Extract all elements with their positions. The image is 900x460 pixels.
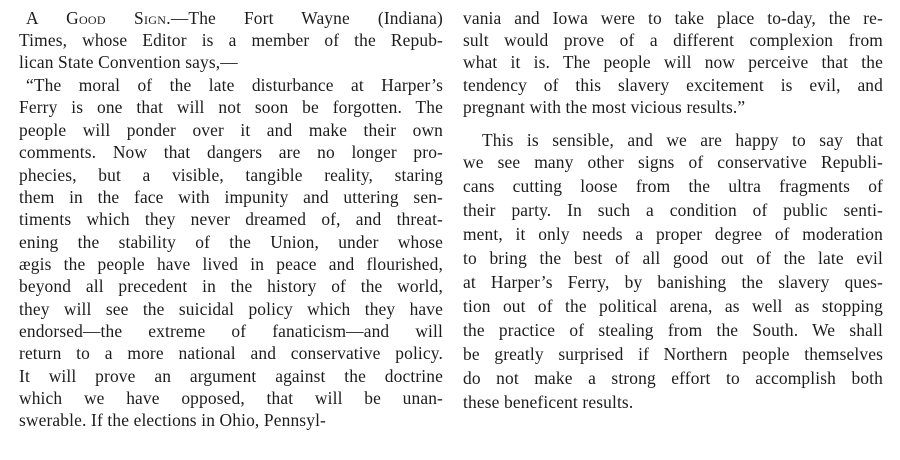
right-line: we see many other signs of conservative Republi- [463, 152, 883, 172]
right-line: vania and Iowa were to take place to-day, the re- [463, 8, 883, 28]
left-line: ægis the people have lived in peace and flourished, [19, 254, 443, 274]
left-line: them in the face with impunity and uttering sen- [19, 187, 443, 207]
left-line: which we have opposed, that will be unan- [19, 388, 443, 408]
right-line: pregnant with the most vicious results.” [463, 97, 746, 117]
left-line: lican State Convention says,— [19, 52, 238, 72]
left-line: phecies, but a visible, tangible reality, staring [19, 165, 443, 185]
right-line: sult would prove of a different complexion from [463, 30, 883, 50]
right-line: the practice of stealing from the South. We shall [463, 320, 883, 340]
left-line: swerable. If the elections in Ohio, Pennsyl- [19, 410, 326, 430]
left-line: return to a more national and conservative policy. [19, 343, 443, 363]
left-line: Ferry is one that will not soon be forgotten. The [19, 97, 443, 117]
right-line: be greatly surprised if Northern people themselves [463, 344, 883, 364]
right-line: at Harper’s Ferry, by banishing the slavery ques- [463, 272, 883, 292]
left-line: A Good Sign.—The Fort Wayne (Indiana) [26, 8, 443, 28]
right-line: tion out of the political arena, as well as stopping [463, 296, 883, 316]
left-line: “The moral of the late disturbance at Harper’s [26, 75, 443, 95]
right-line: cans cutting loose from the ultra fragments of [463, 176, 883, 196]
right-line: what it is. The people will now perceive that the [463, 52, 883, 72]
right-line: these beneficent results. [463, 392, 634, 412]
left-line: comments. Now that dangers are no longer pro- [19, 142, 443, 162]
right-line: to bring the best of all good out of the late evil [463, 248, 883, 268]
left-line: timents which they never dreamed of, and threat- [19, 209, 443, 229]
left-line: Times, whose Editor is a member of the Repub- [19, 30, 443, 50]
right-line: tendency of this slavery excitement is evil, and [463, 75, 883, 95]
left-line: people will ponder over it and make their own [19, 120, 443, 140]
left-line: It will prove an argument against the doctrine [19, 366, 443, 386]
right-line: do not make a strong effort to accomplish both [463, 368, 883, 388]
left-line: endorsed—the extreme of fanaticism—and will [19, 321, 443, 341]
left-line: they will see the suicidal policy which they have [19, 299, 443, 319]
right-line: This is sensible, and we are happy to say that [482, 130, 883, 150]
right-line: their party. In such a condition of public senti- [463, 200, 883, 220]
right-line: ment, it only needs a proper degree of moderation [463, 224, 883, 244]
left-line: beyond all precedent in the history of the world, [19, 276, 443, 296]
left-line: ening the stability of the Union, under whose [19, 232, 443, 252]
headline: A Good Sign. [26, 8, 171, 28]
